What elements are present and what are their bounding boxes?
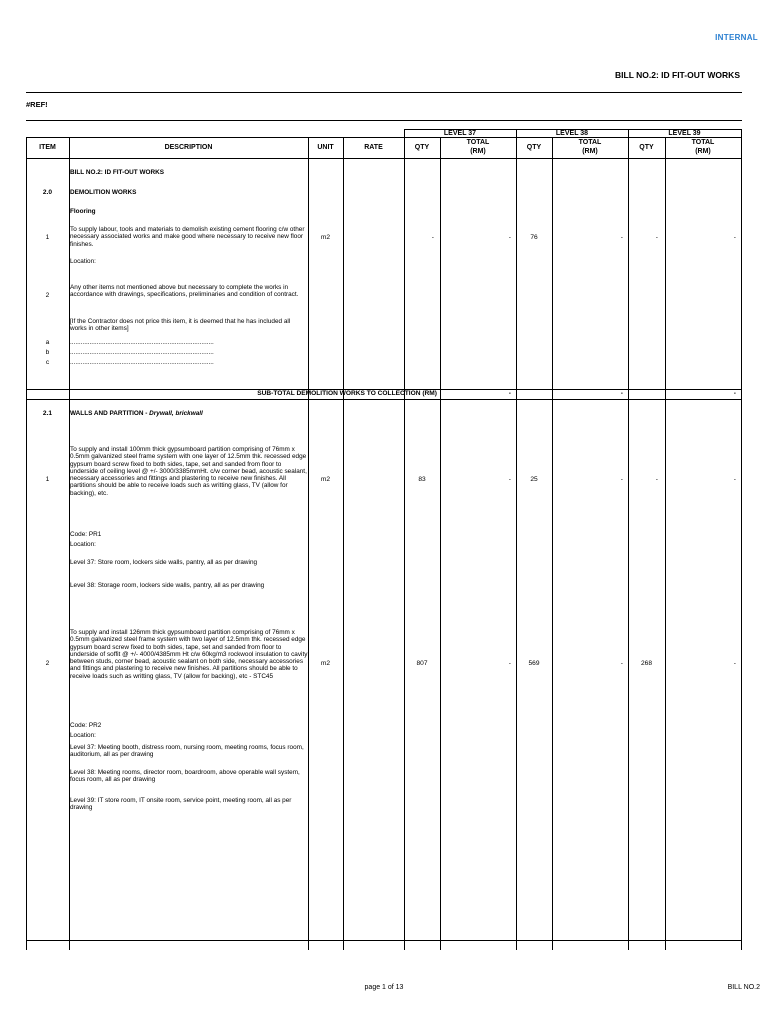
blank-item-line: .................................................................................: [70, 359, 214, 366]
item-description: To supply and install 100mm thick gypsumboard partition comprising of 76mm x 0.5mm galvanized steel frame system with one layer of 12.5mm thk. recessed edge gypsum board screw fixed to both sides, tape, set and sanded from floor to underside of ceiling level @ +/- 3000/3385mmHt. c/w corner bead, acoustic sealant, necessary accessories and fittings and plastering to receive new finishes. All partitions should be able to receive loads such as writting glass, TV (allow for backing), etc.: [70, 446, 307, 497]
item-code: Code: PR2: [70, 722, 102, 729]
location-level-37: Level 37: Meeting booth, distress room, nursing room, meeting rooms, focus room, auditorium, all as per drawing: [70, 744, 304, 759]
total-header: TOTAL (RM): [691, 139, 715, 155]
ref-label: #REF!: [26, 100, 48, 109]
total-37: -: [508, 476, 511, 483]
item-header: ITEM: [39, 144, 56, 151]
item-unit: m2: [320, 660, 331, 667]
subtotal-37: -: [508, 390, 511, 397]
total-38: -: [620, 660, 623, 667]
subtotal-label: SUB-TOTAL DEMOLITION WORKS TO COLLECTION (RM): [257, 390, 437, 397]
unit-header: UNIT: [317, 144, 334, 151]
blank-item-letter: b: [45, 349, 50, 356]
total-39: -: [733, 476, 736, 483]
item-location: Location:: [70, 258, 96, 265]
item-description: To supply labour, tools and materials to demolish existing cement flooring c/w other necessary associated works and make good where necessary to receive new floor finishes.: [70, 226, 305, 248]
item-code: Code: PR1: [70, 531, 102, 538]
level-39-header: LEVEL 39: [668, 130, 701, 137]
divider: [26, 92, 742, 93]
page-number: page 1 of 13: [364, 984, 404, 991]
item-number: 2: [45, 660, 50, 667]
divider: [26, 120, 742, 121]
blank-item-line: .................................................................................: [70, 339, 214, 346]
item-note: [If the Contractor does not price this item, it is deemed that he has included all works in other items]: [70, 318, 291, 333]
item-unit: m2: [320, 234, 331, 241]
total-39: -: [733, 660, 736, 667]
section-title: BILL NO.2: ID FIT-OUT WORKS: [70, 169, 164, 176]
subsection-heading: Flooring: [70, 208, 96, 215]
section-heading: DEMOLITION WORKS: [70, 189, 137, 196]
qty-38: 25: [530, 476, 538, 483]
bill-title: BILL NO.2: ID FIT-OUT WORKS: [615, 70, 740, 80]
qty-39: -: [655, 234, 658, 241]
classification-label: INTERNAL: [715, 33, 758, 42]
item-number: 2: [45, 292, 50, 299]
location-level-38: Level 38: Meeting rooms, director room, boardroom, above operable wall system, focus room, all as per drawing: [70, 769, 300, 784]
item-description: Any other items not mentioned above but necessary to complete the works in accordance with drawings, specifications, preliminaries and condition of contract.: [70, 284, 299, 299]
total-header: TOTAL (RM): [578, 139, 602, 155]
blank-item-letter: a: [45, 339, 50, 346]
blank-item-line: .................................................................................: [70, 349, 214, 356]
total-38: -: [620, 234, 623, 241]
total-39: -: [733, 234, 736, 241]
qty-39: -: [655, 476, 658, 483]
location-level-38: Level 38: Storage room, lockers side walls, pantry, all as per drawing: [70, 582, 265, 589]
qty-39: 268: [640, 660, 652, 667]
total-37: -: [508, 660, 511, 667]
total-38: -: [620, 476, 623, 483]
qty-37: 807: [416, 660, 428, 667]
item-location: Location:: [70, 541, 96, 548]
qty-37: -: [431, 234, 434, 241]
qty-37: 83: [418, 476, 426, 483]
blank-item-letter: c: [45, 359, 50, 366]
qty-header: QTY: [526, 144, 542, 151]
section-number: 2.1: [42, 410, 53, 417]
qty-38: 76: [530, 234, 538, 241]
subtotal-38: -: [620, 390, 623, 397]
qty-header: QTY: [639, 144, 654, 151]
item-number: 1: [45, 234, 50, 241]
rate-header: RATE: [364, 144, 383, 151]
item-unit: m2: [320, 476, 331, 483]
level-38-header: LEVEL 38: [555, 130, 589, 137]
footer-bill-label: BILL NO.2: [727, 984, 760, 991]
item-description: To supply and install 126mm thick gypsumboard partition comprising of 76mm x 0.5mm galvanized steel frame system with two layer of 12.5mm thk. recessed edge gypsum board screw fixed to both sides, tape, set and sanded from floor to underside of soffit @ +/- 4000/4385mm Ht c/w 60kg/m3 rockwool insulation to cavity between studs, corner bead, acoustic sealant on both side, necessary accessories and fittings and plastering to receive new finishes. All partitions should be able to receive loads such as writting glass, TV (allow for backing), etc - STC45: [70, 629, 308, 680]
section-number: 2.0: [42, 189, 53, 196]
qty-38: 569: [528, 660, 540, 667]
subtotal-39: -: [733, 390, 736, 397]
qty-header: QTY: [414, 144, 430, 151]
description-header: DESCRIPTION: [164, 144, 213, 151]
item-number: 1: [45, 476, 50, 483]
total-header: TOTAL (RM): [466, 139, 490, 155]
location-level-37: Level 37: Store room, lockers side walls, pantry, all as per drawing: [70, 559, 258, 566]
item-location: Location:: [70, 732, 96, 739]
section-heading: WALLS AND PARTITION - Drywall, brickwall: [70, 410, 203, 417]
total-37: -: [508, 234, 511, 241]
level-37-header: LEVEL 37: [443, 130, 477, 137]
location-level-39: Level 39: IT store room, IT onsite room, service point, meeting room, all as per drawing: [70, 797, 292, 812]
